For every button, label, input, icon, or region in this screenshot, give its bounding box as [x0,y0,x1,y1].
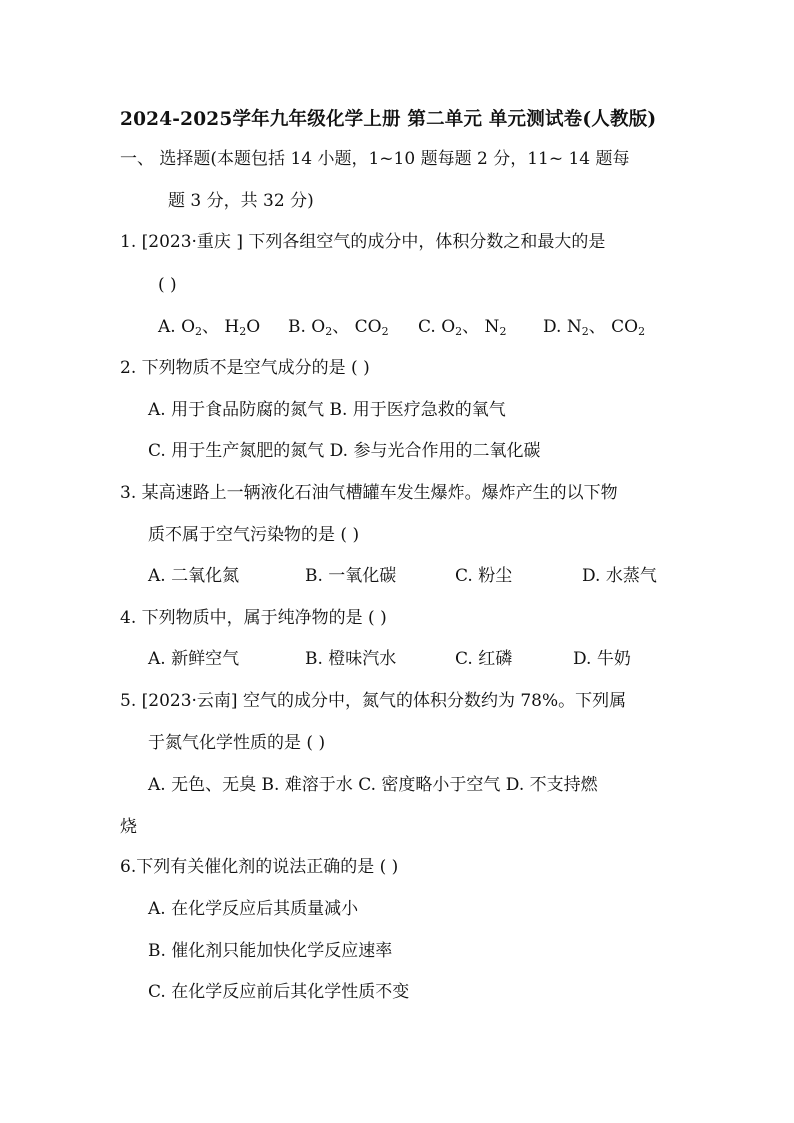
question-4-stem: 4. 下列物质中，属于纯净物的是 ( ) [120,608,387,628]
question-2-options-line1: A. 用于食品防腐的氮气 B. 用于医疗急救的氧气 [148,400,506,420]
question-5-stem: 5. [2023·云南] 空气的成分中，氮气的体积分数约为 78%。下列属 [120,691,627,711]
q6-option-c: C. 在化学反应前后其化学性质不变 [148,982,410,1002]
question-4-options [0,647,794,673]
question-3-stem-cont: 质不属于空气污染物的是 ( ) [148,525,360,545]
q6-option-a: A. 在化学反应后其质量减小 [148,899,359,919]
q6-option-b: B. 催化剂只能加快化学反应速率 [148,941,393,961]
q4-option-c: C. 红磷 [455,649,513,669]
q3-option-b: B. 一氧化碳 [305,566,397,586]
q3-option-a: A. 二氧化氮 [148,566,240,586]
question-1-answer-paren: ( ) [158,275,177,295]
q3-option-c: C. 粉尘 [455,566,513,586]
q1-option-a: A. $O_2$、 $H_2O$ [158,317,261,338]
section-heading: 一、 选择题(本题包括 14 小题，1~10 题每题 2 分，11~ 14 题每 [120,149,630,169]
q1-option-c: C. $O_2$、 $N_2$ [418,317,507,338]
question-5-stem-cont: 于氮气化学性质的是 ( ) [148,733,326,753]
question-5-options-line2: 烧 [120,817,137,837]
q3-option-d: D. 水蒸气 [582,566,657,586]
q4-option-b: B. 橙味汽水 [305,649,397,669]
q4-option-d: D. 牛奶 [573,649,631,669]
section-heading-cont: 题 3 分，共 32 分) [168,191,314,211]
question-3-stem: 3. 某高速路上一辆液化石油气槽罐车发生爆炸。爆炸产生的以下物 [120,483,618,503]
q4-option-a: A. 新鲜空气 [148,649,240,669]
page-title: 2024-2025学年九年级化学上册 第二单元 单元测试卷(人教版) [120,109,657,130]
question-3-options [0,564,794,590]
question-2-stem: 2. 下列物质不是空气成分的是 ( ) [120,358,370,378]
question-5-options-line1: A. 无色、无臭 B. 难溶于水 C. 密度略小于空气 D. 不支持燃 [148,775,598,795]
question-2-options-line2: C. 用于生产氮肥的氮气 D. 参与光合作用的二氧化碳 [148,441,541,461]
question-1-stem: 1. [2023·重庆 ] 下列各组空气的成分中，体积分数之和最大的是 [120,232,606,252]
q1-option-b: B. $O_2$、 $CO_2$ [288,317,389,338]
q1-option-d: D. $N_2$、 $CO_2$ [543,317,646,338]
question-6-stem: 6.下列有关催化剂的说法正确的是 ( ) [120,857,399,877]
question-1-options [0,315,794,341]
